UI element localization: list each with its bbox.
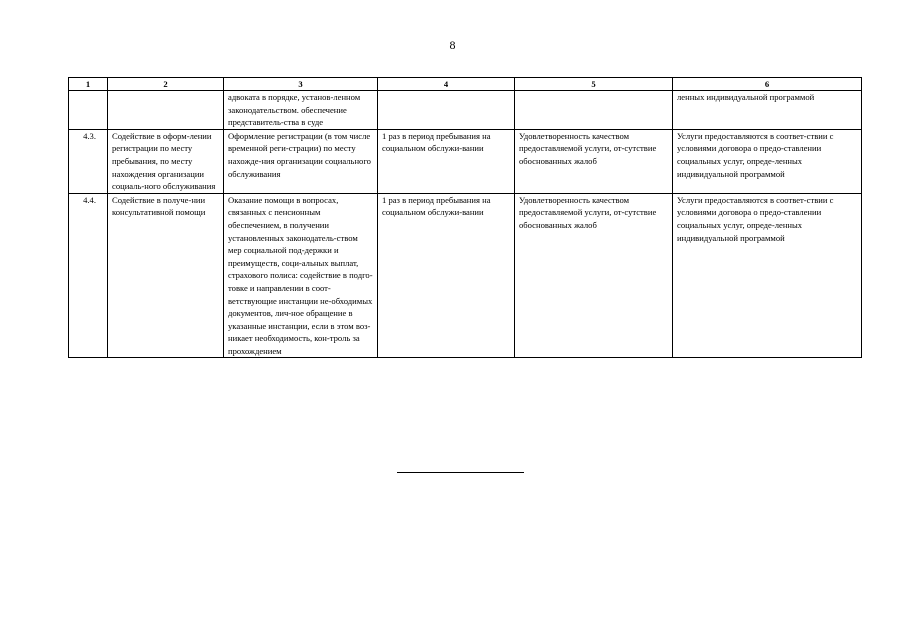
column-header: 5: [515, 78, 673, 91]
service-conditions: Услуги предоставляются в соответ-ствии с условиями договора о предо-ставлении социальных услуг, опреде-ленных индивидуальной программой: [673, 193, 862, 358]
service-name: Содействие в получе-нии консультативной помощи: [108, 193, 224, 358]
service-quality: [515, 91, 673, 130]
table-row: [69, 91, 862, 130]
service-frequency: [378, 91, 515, 130]
column-header: 4: [378, 78, 515, 91]
service-conditions: Услуги предоставляются в соответ-ствии с условиями договора о предо-ставлении социальных услуг, опреде-ленных индивидуальной программой: [673, 129, 862, 193]
service-frequency: 1 раз в период пребывания на социальном обслужи-вании: [378, 129, 515, 193]
table-row: [69, 193, 862, 358]
table-header-row: [69, 78, 862, 91]
service-quality: Удовлетворенность качеством предоставляемой услуги, от-сутствие обоснованных жалоб: [515, 129, 673, 193]
service-number: 4.4.: [69, 193, 108, 358]
service-quality: Удовлетворенность качеством предоставляемой услуги, от-сутствие обоснованных жалоб: [515, 193, 673, 358]
service-conditions: ленных индивидуальной программой: [673, 91, 862, 130]
service-content: адвоката в порядке, установ-ленном законодательством. обеспечение представитель-ства в суде: [224, 91, 378, 130]
column-header: 1: [69, 78, 108, 91]
service-name: [108, 91, 224, 130]
service-content: Оказание помощи в вопросах, связанных с пенсионным обеспечением, в получении установленных законодатель-ством мер социальной под-держки и преимуществ, соци-альных выплат, страхового полиса: содействие в подго-товке и направлении в соот-ветствующие инстанции не-обходимых документов, лич-ное обращение в указанные инстанции, если в этом воз-никает необходимость, кон-троль за прохождением: [224, 193, 378, 358]
column-header: 6: [673, 78, 862, 91]
table-row: [69, 129, 862, 193]
service-number: [69, 91, 108, 130]
column-header: 3: [224, 78, 378, 91]
service-number: 4.3.: [69, 129, 108, 193]
services-table: [68, 77, 862, 358]
footer-divider: [397, 472, 524, 473]
service-frequency: 1 раз в период пребывания на социальном обслужи-вании: [378, 193, 515, 358]
column-header: 2: [108, 78, 224, 91]
service-content: Оформление регистрации (в том числе временной реги-страции) по месту нахожде-ния организации социального обслуживания: [224, 129, 378, 193]
service-name: Содействие в оформ-лении регистрации по месту пребывания, по месту нахождения организации социаль-ного обслуживания: [108, 129, 224, 193]
page-number: 8: [449, 38, 456, 52]
